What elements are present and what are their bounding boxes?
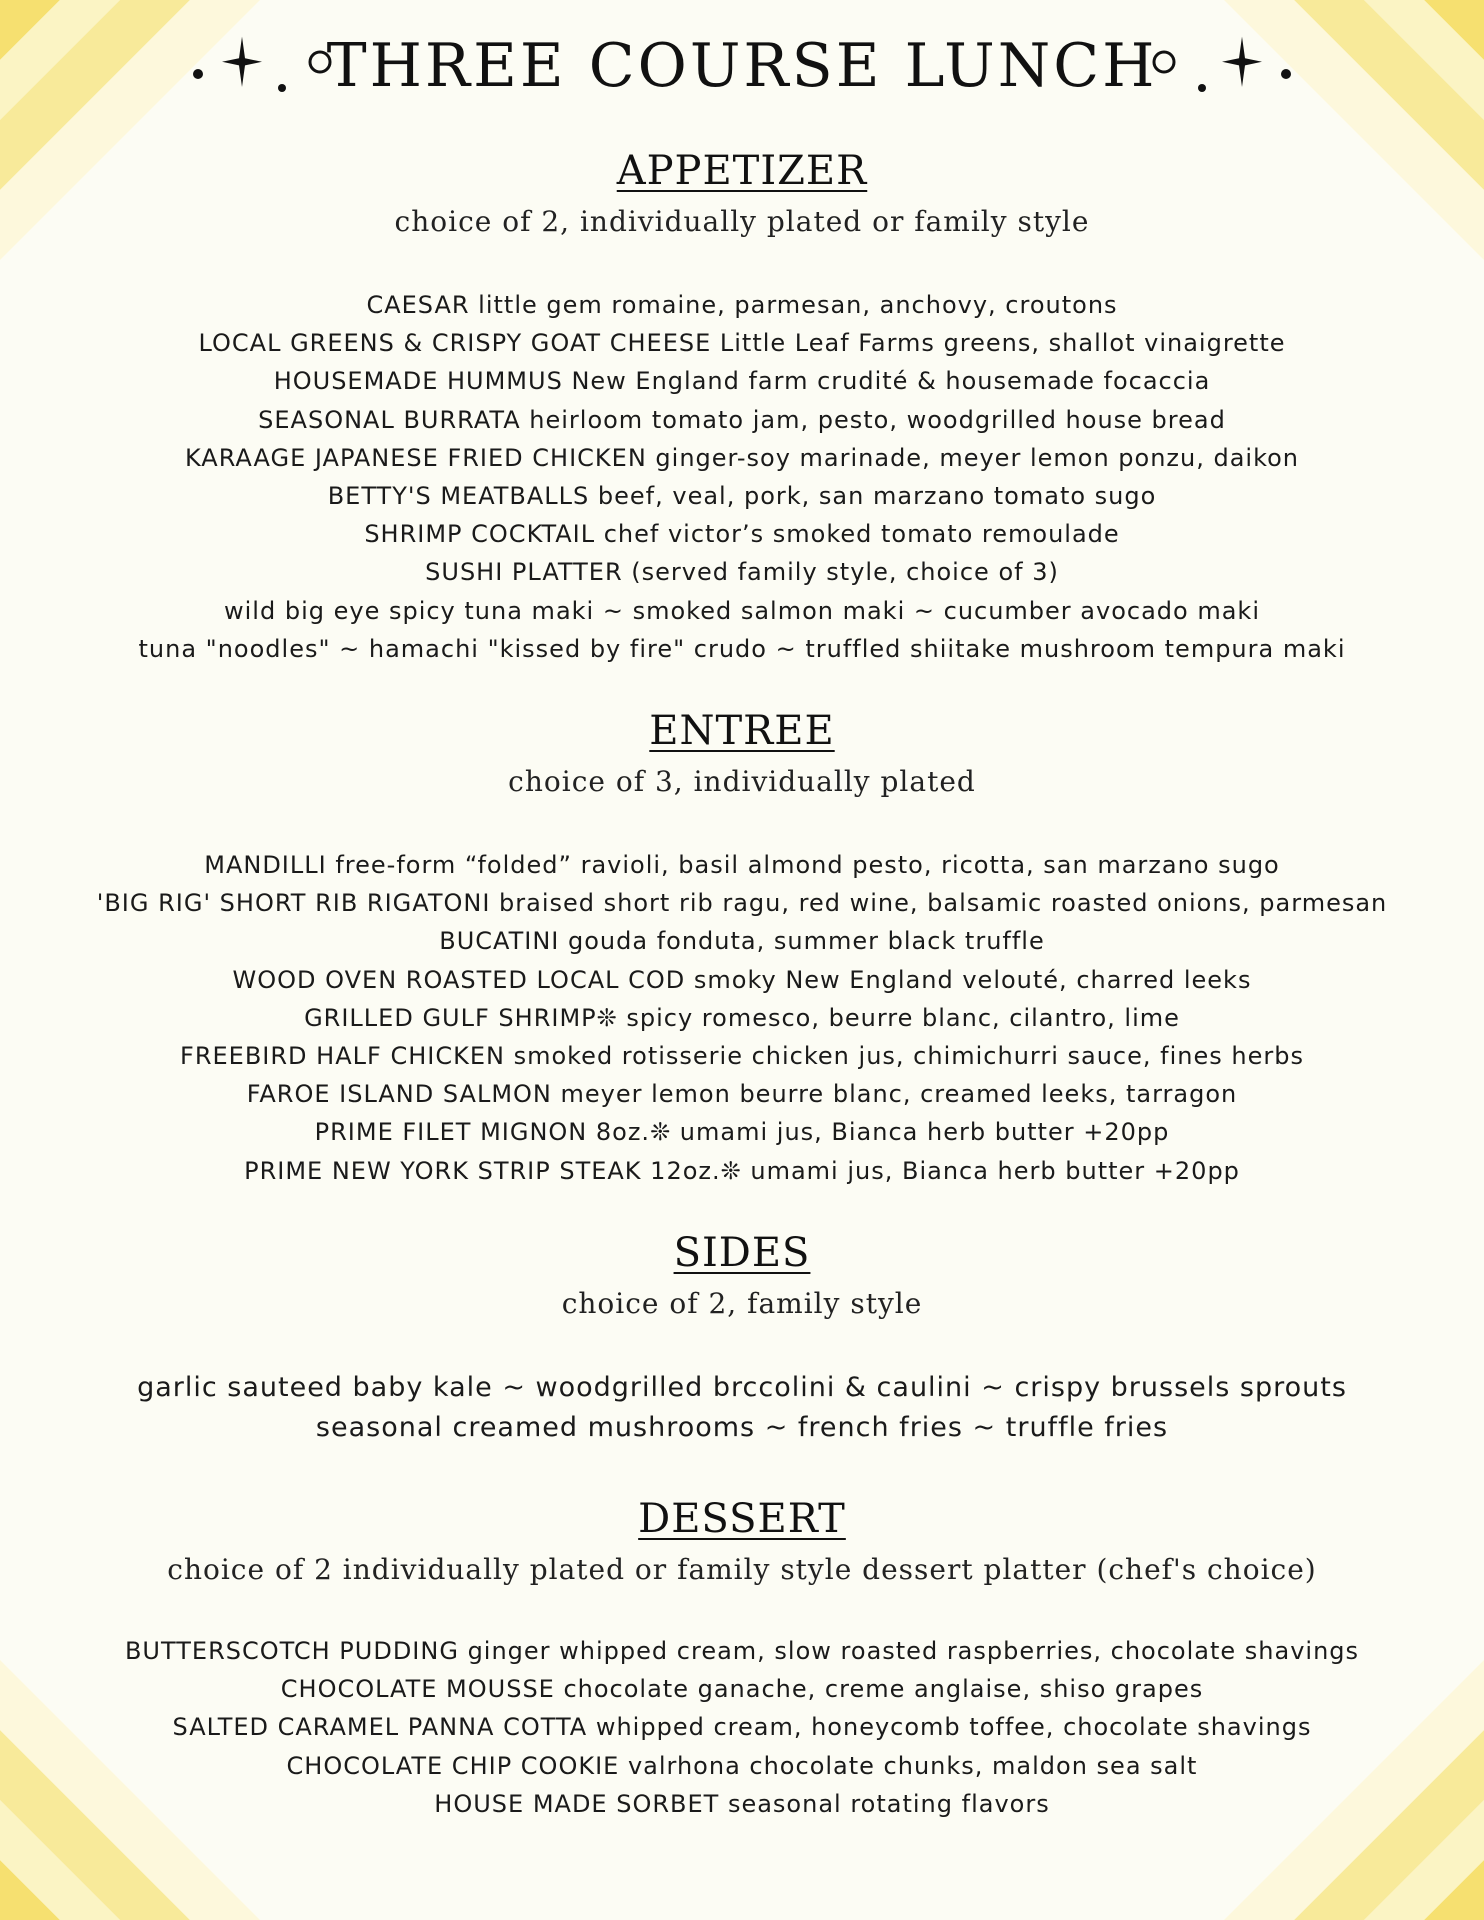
list-item: BUTTERSCOTCH PUDDING ginger whipped cream, slow roasted raspberries, chocolate shavings	[124, 1637, 1360, 1665]
list-item: SHRIMP COCKTAIL chef victor’s smoked tomato remoulade	[364, 520, 1120, 549]
list-item: KARAAGE JAPANESE FRIED CHICKEN ginger-soy marinade, meyer lemon ponzu, daikon	[184, 443, 1300, 472]
dessert-list	[0, 1632, 1484, 1823]
appetizer-list	[0, 286, 1484, 668]
list-item: CAESAR little gem romaine, parmesan, anchovy, croutons	[366, 291, 1118, 319]
list-item: garlic sauteed baby kale ~ woodgrilled brccolini & caulini ~ crispy brussels sprouts	[137, 1372, 1347, 1403]
sides-heading: SIDES	[673, 1230, 811, 1276]
list-item: MANDILLI free-form “folded” ravioli, basil almond pesto, ricotta, san marzano sugo	[204, 851, 1280, 879]
dessert-subtitle: choice of 2 individually plated or family style dessert platter (chef's choice)	[167, 1553, 1317, 1586]
entree-subtitle: choice of 3, individually plated	[508, 765, 976, 798]
list-item: wild big eye spicy tuna maki ~ smoked salmon maki ~ cucumber avocado maki	[224, 596, 1260, 625]
list-item: PRIME NEW YORK STRIP STEAK 12oz.❊ umami jus, Bianca herb butter +20pp	[244, 1156, 1240, 1185]
list-item: HOUSEMADE HUMMUS New England farm crudité & housemade focaccia	[273, 367, 1211, 396]
list-item: FAROE ISLAND SALMON meyer lemon beurre blanc, creamed leeks, tarragon	[246, 1080, 1238, 1109]
list-item: 'BIG RIG' SHORT RIB RIGATONI braised short rib ragu, red wine, balsamic roasted onions, parmesan	[96, 889, 1388, 918]
dessert-heading: DESSERT	[638, 1496, 846, 1542]
sides-list	[0, 1368, 1484, 1448]
list-item: LOCAL GREENS & CRISPY GOAT CHEESE Little Leaf Farms greens, shallot vinaigrette	[198, 329, 1286, 358]
sides-subtitle: choice of 2, family style	[561, 1287, 923, 1320]
list-item: WOOD OVEN ROASTED LOCAL COD smoky New England velouté, charred leeks	[232, 965, 1252, 994]
sparkle-dots-icon	[1144, 32, 1294, 102]
list-item: HOUSE MADE SORBET seasonal rotating flavors	[434, 1789, 1050, 1818]
list-item: BUCATINI gouda fonduta, summer black truffle	[439, 927, 1045, 956]
appetizer-heading: APPETIZER	[616, 148, 868, 194]
list-item: CHOCOLATE CHIP COOKIE valrhona chocolate chunks, maldon sea salt	[286, 1751, 1198, 1780]
list-item: BETTY'S MEATBALLS beef, veal, pork, san marzano tomato sugo	[327, 482, 1157, 511]
list-item: FREEBIRD HALF CHICKEN smoked rotisserie chicken jus, chimichurri sauce, fines herbs	[180, 1042, 1304, 1071]
page-title: THREE COURSE LUNCH	[326, 31, 1158, 101]
list-item: CHOCOLATE MOUSSE chocolate ganache, creme anglaise, shiso grapes	[280, 1675, 1204, 1704]
list-item: tuna "noodles" ~ hamachi "kissed by fire" crudo ~ truffled shiitake mushroom tempura maki	[138, 634, 1346, 663]
list-item: SUSHI PLATTER (served family style, choice of 3)	[425, 558, 1059, 587]
list-item: SALTED CARAMEL PANNA COTTA whipped cream, honeycomb toffee, chocolate shavings	[172, 1713, 1312, 1742]
list-item: seasonal creamed mushrooms ~ french fries ~ truffle fries	[315, 1412, 1169, 1443]
list-item: GRILLED GULF SHRIMP❊ spicy romesco, beurre blanc, cilantro, lime	[304, 1003, 1180, 1032]
list-item: PRIME FILET MIGNON 8oz.❊ umami jus, Bianca herb butter +20pp	[314, 1118, 1170, 1147]
appetizer-subtitle: choice of 2, individually plated or family style	[394, 205, 1090, 238]
list-item: SEASONAL BURRATA heirloom tomato jam, pesto, woodgrilled house bread	[258, 405, 1226, 434]
entree-heading: ENTREE	[649, 708, 835, 754]
entree-list	[0, 846, 1484, 1190]
title-row	[0, 18, 1484, 101]
